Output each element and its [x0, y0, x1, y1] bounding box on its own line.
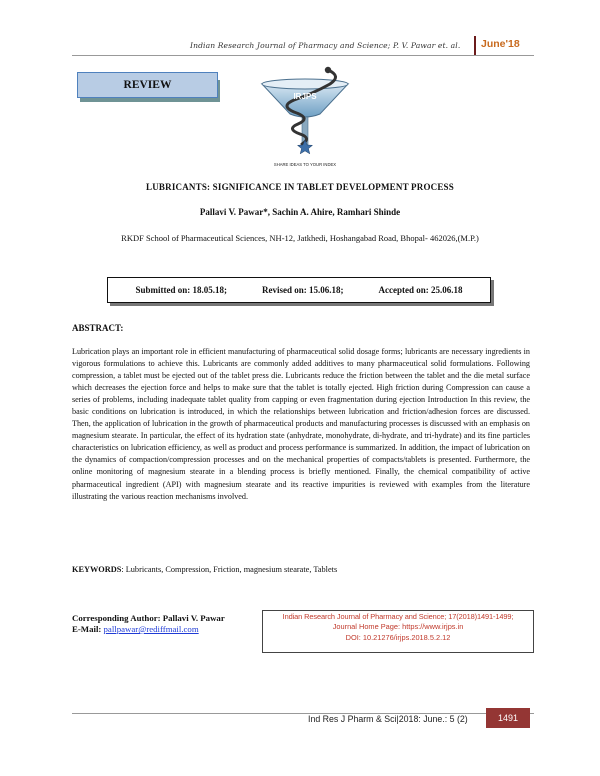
email-link[interactable]: pallpawar@rediffmail.com: [103, 624, 199, 634]
paper-affiliation: RKDF School of Pharmaceutical Sciences, NH-12, Jatkhedi, Hoshangabad Road, Bhopal- 462026,(M.P.): [121, 233, 479, 243]
running-header: Indian Research Journal of Pharmacy and Science; P. V. Pawar et. al.: [190, 41, 461, 50]
paper-title: LUBRICANTS: SIGNIFICANCE IN TABLET DEVELOPMENT PROCESS: [146, 182, 454, 192]
paper-authors: Pallavi V. Pawar*, Sachin A. Ahire, Ramhari Shinde: [199, 207, 401, 217]
header-separator: [474, 36, 476, 55]
corresponding-author: Corresponding Author: Pallavi V. Pawar: [72, 613, 225, 623]
journal-logo: [250, 62, 360, 170]
abstract-body: Lubrication plays an important role in efficient manufacturing of pharmaceutical solid dosage forms; lubricants are necessary ingredients in vigorous formulations to achieve this. Lubricants are commonly added additives to many pharmaceutical solid formulations. Following compression, a tablet must be ejected out of the tablet press die. Lubricants reduce the friction between the tablet and the die metal surface which decreases the ejection force and helps to make sure that the tablet is totally ejected. High friction during Compression can cause a series of problems, including inadequate tablet quality from capping or even fragmentation during ejection Introduction In this review, the basic conditions on lubrication is introduced, in which the relationships between lubrication and friction/adhesion forces are discussed. Then, the application of lubrication in the growth of pharmaceutical products and manufacturing processes is discussed with an emphasis on magnesium stearate. In particular, the effect of its hydration state (anhydrate, monohydrate, di-hydrate, and tri-hydrate) and its fine particles characteristics on lubrication efficiency, as well as product and process performance is summarized. In addition, the impact of lubrication on the dynamics of compaction/compression processes and on the mechanical properties of compacts/tablets is presented. Furthermore, the online monitoring of magnesium stearate in a blending process is briefly mentioned. Finally, the chemical compatibility of active pharmaceutical ingredient (API) with magnesium stearate and its reactive impurities is reviewed with examples from the literature illustrating the various reaction mechanisms involved.: [72, 347, 530, 501]
header-date: June'18: [481, 38, 520, 50]
citation-box: [262, 610, 534, 653]
accepted-date: Accepted on: 25.06.18: [378, 285, 463, 295]
email-label: E-Mail:: [72, 624, 102, 634]
logo-motto: SHARE IDEAS TO YOUR INDEX: [273, 162, 337, 167]
citation-homepage[interactable]: Journal Home Page: https://www.irjps.in: [332, 622, 464, 632]
citation-journal: Indian Research Journal of Pharmacy and Science; 17(2018)1491-1499;: [282, 612, 514, 621]
logo-abbr: IRJPS: [293, 92, 317, 101]
footer-citation: Ind Res J Pharm & Sci|2018: June.: 5 (2): [308, 714, 468, 724]
citation-doi[interactable]: DOI: 10.21276/irjps.2018.5.2.12: [345, 632, 451, 642]
header-rule: [72, 55, 534, 56]
revised-date: Revised on: 15.06.18;: [261, 285, 344, 295]
keywords-text: : Lubricants, Compression, Friction, magnesium stearate, Tablets: [121, 565, 338, 574]
submitted-date: Submitted on: 18.05.18;: [135, 285, 227, 295]
page-number: 1491: [486, 708, 530, 728]
article-type-label: REVIEW: [77, 72, 218, 98]
keywords-label: KEYWORDS: [72, 565, 122, 574]
corresponding-email-line: [72, 624, 199, 634]
submission-dates-box: [107, 277, 491, 303]
keywords-line: [72, 565, 337, 574]
abstract-heading: ABSTRACT:: [72, 323, 124, 333]
star-icon: [298, 140, 313, 154]
